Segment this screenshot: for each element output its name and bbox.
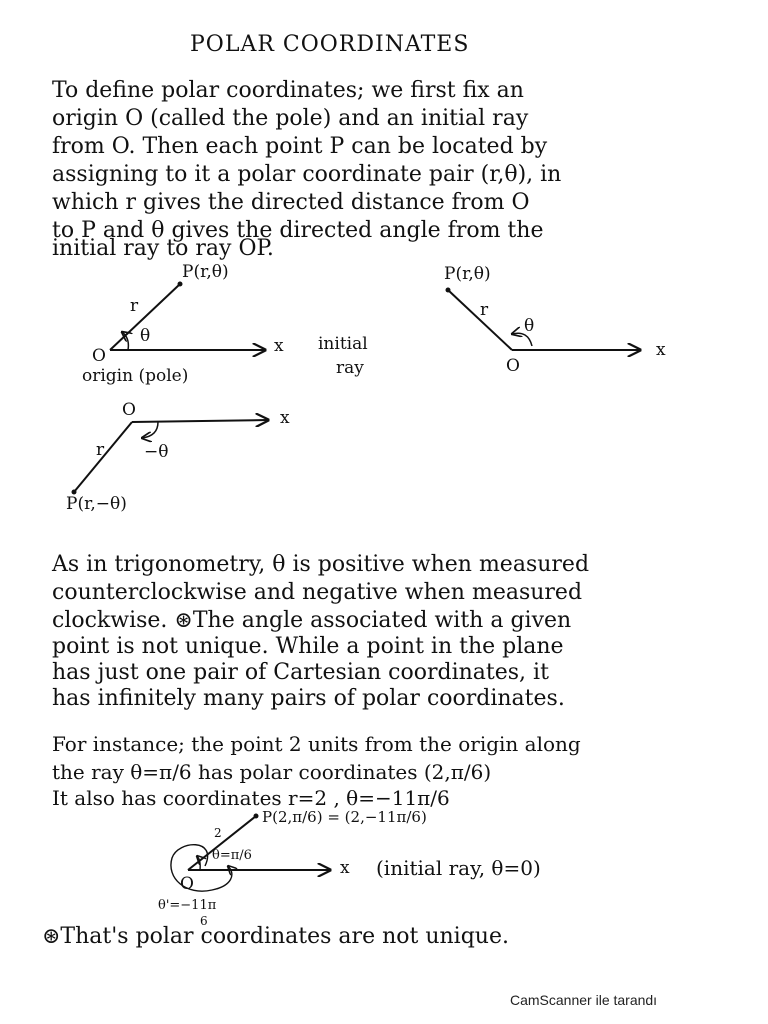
diagram1-origin-label: O <box>92 346 106 366</box>
diagram4-x-label: x <box>340 858 350 878</box>
intro-line: initial ray to ray OP. <box>52 236 274 261</box>
ray-op <box>448 290 512 350</box>
diagram1-x-label: x <box>274 336 284 356</box>
diagram1-initial-label: initial <box>318 334 368 354</box>
diagram4-ray-caption: (initial ray, θ=0) <box>376 856 541 880</box>
paragraph3-line: It also has coordinates r=2 , θ=−11π/6 <box>52 786 450 810</box>
diagram4-r-label: 2 <box>214 826 222 840</box>
intro-line: To define polar coordinates; we first fix an <box>52 78 524 103</box>
point-p <box>178 282 183 287</box>
point-p <box>254 814 259 819</box>
diagram1-r-label: r <box>130 296 139 316</box>
diagram4-angle-label: θ=π/6 <box>212 848 252 863</box>
diagram1-theta-label: θ <box>140 326 151 346</box>
diagram2-r-label: r <box>480 300 489 320</box>
diagram3-origin-label: O <box>122 400 136 420</box>
diagram3-point-label: P(r,−θ) <box>66 494 127 514</box>
paragraph2-line: point is not unique. While a point in the plane <box>52 634 564 659</box>
paragraph2-line: has just one pair of Cartesian coordinates, it <box>52 660 549 685</box>
diagram4-neg-angle-denominator: 6 <box>200 914 208 928</box>
diagram3-theta-label: −θ <box>144 442 169 462</box>
diagram2-point-label: P(r,θ) <box>444 264 491 284</box>
diagram-obtuse-angle <box>446 288 641 351</box>
intro-line: origin O (called the pole) and an initial ray <box>52 106 529 131</box>
intro-line: to P and θ gives the directed angle from the <box>52 218 544 243</box>
diagram1-point-label: P(r,θ) <box>182 262 229 282</box>
paragraph3-line: For instance; the point 2 units from the origin along <box>52 732 581 756</box>
paragraph3-line: the ray θ=π/6 has polar coordinates (2,π/6) <box>52 760 492 784</box>
paragraph2-line: As in trigonometry, θ is positive when measured <box>52 552 590 577</box>
diagram1-ray-label: ray <box>336 358 364 378</box>
diagram2-theta-label: θ <box>524 316 535 336</box>
point-p <box>446 288 451 293</box>
diagram4-point-label: P(2,π/6) = (2,−11π/6) <box>262 808 427 826</box>
diagram1-origin-caption: origin (pole) <box>82 366 189 386</box>
footnote: ⊛That's polar coordinates are not unique. <box>42 924 509 949</box>
initial-ray <box>132 420 268 422</box>
diagram2-x-label: x <box>656 340 666 360</box>
diagram3-r-label: r <box>96 440 105 460</box>
diagram2-origin-label: O <box>506 356 520 376</box>
diagram4-neg-angle-numerator: θ'=−11π <box>158 898 217 913</box>
page-title: POLAR COORDINATES <box>190 32 470 57</box>
paragraph2-line: clockwise. ⊛The angle associated with a given <box>52 608 572 633</box>
paragraph2-line: has infinitely many pairs of polar coordinates. <box>52 686 565 711</box>
intro-line: which r gives the directed distance from O <box>52 190 530 215</box>
intro-line: assigning to it a polar coordinate pair (r,θ), in <box>52 162 562 187</box>
diagram3-x-label: x <box>280 408 290 428</box>
diagram4-origin-label: O <box>180 874 194 894</box>
angle-arc <box>142 422 158 438</box>
scanner-watermark: CamScanner ile tarandı <box>510 992 658 1008</box>
paragraph2-line: counterclockwise and negative when measured <box>52 580 583 605</box>
intro-line: from O. Then each point P can be located by <box>52 134 548 159</box>
